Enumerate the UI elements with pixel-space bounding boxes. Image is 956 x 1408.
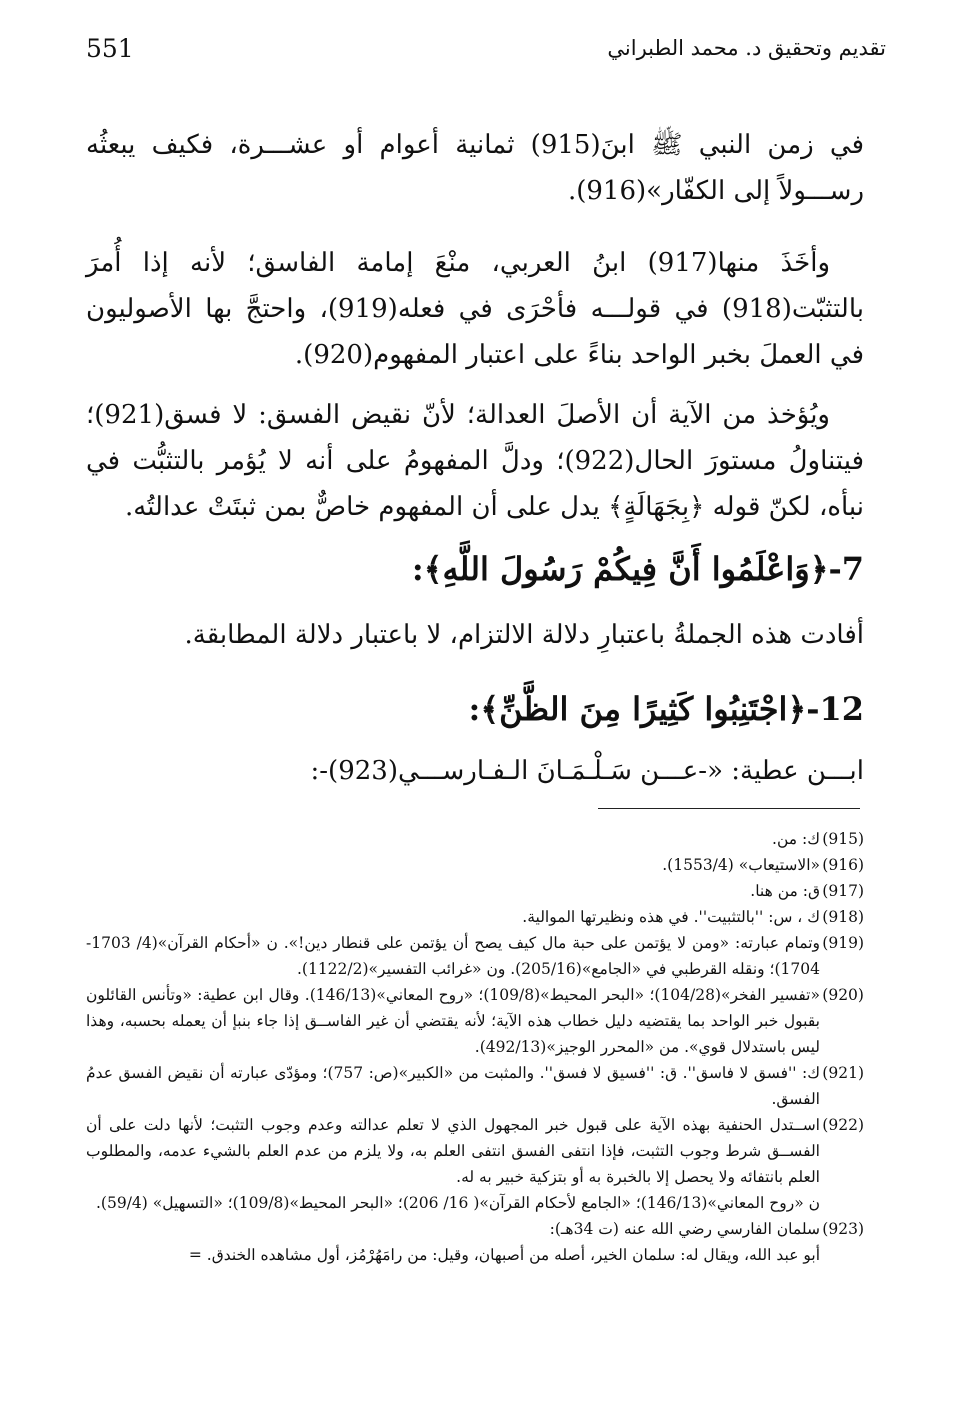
footnote-number: (921) [822, 1064, 864, 1082]
footnote-text: اســتدل الحنفية بهذه الآية على قبول خبر المجهول الذي لا تعلم عدالته وعدم وجوب التثبت؛ لأنها دلت على أن الفســق شرط وجوب التثبت، فإذا انتفى الفسق انتفى العلم به، ولا يلزم من عدم العلم بالشيء عدمه، والمطلوب العلم بانتفائه ولا يحصل إلا بالخبرة به أو بتزكية خبير به له. [86, 1116, 820, 1186]
footnote-number: (916) [822, 856, 864, 874]
footnote-917 [86, 878, 864, 904]
footnote-921 [86, 1060, 864, 1112]
page-header [86, 28, 886, 68]
paragraph-4-text: أفادت هذه الجملةُ باعتبارِ دلالة الالتزام، لا باعتبار دلالة المطابقة. [184, 620, 864, 650]
footnote-text: أبو عبد الله، ويقال له: سلمان الخير، أصله من أصبهان، وقيل: من رامَهُرْمُز، أول مشاهده الخندق. = [188, 1246, 820, 1264]
footnote-919 [86, 930, 864, 982]
paragraph-2-text: وأخَذَ منها(917) ابنُ العربي، منْعَ إمامة الفاسق؛ لأنه إذا أُمرَ بالتثبّت(918) في قولـــه فأحْرَى في فعله(919)، واحتجَّ بها الأصوليون في العملَ بخبر الواحد بناءً على اعتبار المفهوم(920). [86, 248, 864, 370]
footnote-text: ك: ''فسق لا فاسق''. ق: ''فسيق لا فسق''. والمثبت من «الكبير»(ص: 757)؛ ومؤدّى عبارته أن نقيض الفسق عدمُ الفسق. [86, 1064, 820, 1108]
footnote-text: ق: من هنا. [750, 882, 820, 900]
footnote-number: (918) [822, 908, 864, 926]
footnote-915 [86, 826, 864, 852]
footnote-number: (919) [822, 934, 864, 952]
footnote-number: (922) [822, 1116, 864, 1134]
paragraph-3-text: ويُؤخذ من الآية أن الأصلَ العدالة؛ لأنّ نقيض الفسق: لا فسق(921)؛ فيتناولُ مستورَ الحال(922)؛ ودلَّ المفهومُ على أنه لا يُؤمر بالتثبُّت في نبأه، لكنّ قوله ﴿بِجَهَالَةٍ﴾ يدل على أن المفهوم خاصٌّ بمن ثبتَتْ عدالتُه. [86, 400, 864, 522]
footnote-916 [86, 852, 864, 878]
paragraph-4 [86, 612, 864, 658]
footnote-920 [86, 982, 864, 1060]
paragraph-2 [86, 240, 864, 378]
page-number: 551 [86, 34, 134, 63]
footnote-text: سلمان الفارسي رضي الله عنه (ت 34هـ): [549, 1220, 820, 1238]
running-title: تقديم وتحقيق د. محمد الطبراني [607, 36, 886, 60]
footnote-text: ك ، س: ''بالتثبيت''. في هذه ونظيرتها الموالية. [522, 908, 820, 926]
footnote-text: «الاستيعاب» (1553/4). [662, 856, 820, 874]
footnote-922-continued [86, 1190, 864, 1216]
footnote-number: (923) [822, 1220, 864, 1238]
footnotes [86, 826, 864, 1268]
footnote-number: (917) [822, 882, 864, 900]
verse-heading-7: 7-﴿وَاعْلَمُوا أَنَّ فِيكُمْ رَسُولَ اللَّهِ﴾: [411, 550, 864, 588]
footnote-922 [86, 1112, 864, 1190]
footnote-923 [86, 1216, 864, 1242]
footnote-923-continued [86, 1242, 864, 1268]
paragraph-5 [86, 748, 864, 794]
paragraph-5-text: ابـــن عطية: «-عـــن سَـلْـمَـانَ الـفـارســـي(923)-: [310, 756, 864, 786]
footnote-text: ك: من. [772, 830, 820, 848]
paragraph-1-text: في زمن النبي ﷺ ابنَ(915) ثمانية أعوام أو عشـــرة، فكيف يبعثُه رســـولاً إلى الكفّار»(916). [86, 130, 865, 206]
footnote-text: ن «روح المعاني»(146/13)؛ «الجامع لأحكام القرآن»( 16/ 206)؛ «البحر المحيط»(109/8)؛ «التسهيل» (59/4). [96, 1194, 820, 1212]
footnote-text: وتمام عبارته: «ومن لا يؤتمن على حبة مال كيف يصح أن يؤتمن على قنطار دين!». ن «أحكام القرآن»(4/ 1703-1704)؛ ونقله القرطبي في «الجامع»(205/16). ون «غرائب التفسير»(1122/2). [86, 934, 820, 978]
paragraph-1 [86, 122, 864, 214]
footnote-divider [598, 808, 860, 809]
footnote-text: «تفسير الفخر»(104/28)؛ «البحر المحيط»(109/8)؛ «روح المعاني»(146/13). وقال ابن عطية: «وتأنس القائلون بقبول خبر الواحد بما يقتضيه دليل خطاب هذه الآية؛ لأنه يقتضي أن غير الفاســق إذا جاء بنبإ أن يعمله بحسبه، وهذا ليس باستدلال قوي». من «المحرر الوجيز»(492/13). [86, 986, 820, 1056]
footnote-number: (915) [822, 830, 864, 848]
footnote-number: (920) [822, 986, 864, 1004]
footnote-918 [86, 904, 864, 930]
paragraph-3 [86, 392, 864, 530]
verse-heading-12: 12-﴿اجْتَنِبُوا كَثِيرًا مِنَ الظَّنِّ﴾: [468, 690, 864, 728]
